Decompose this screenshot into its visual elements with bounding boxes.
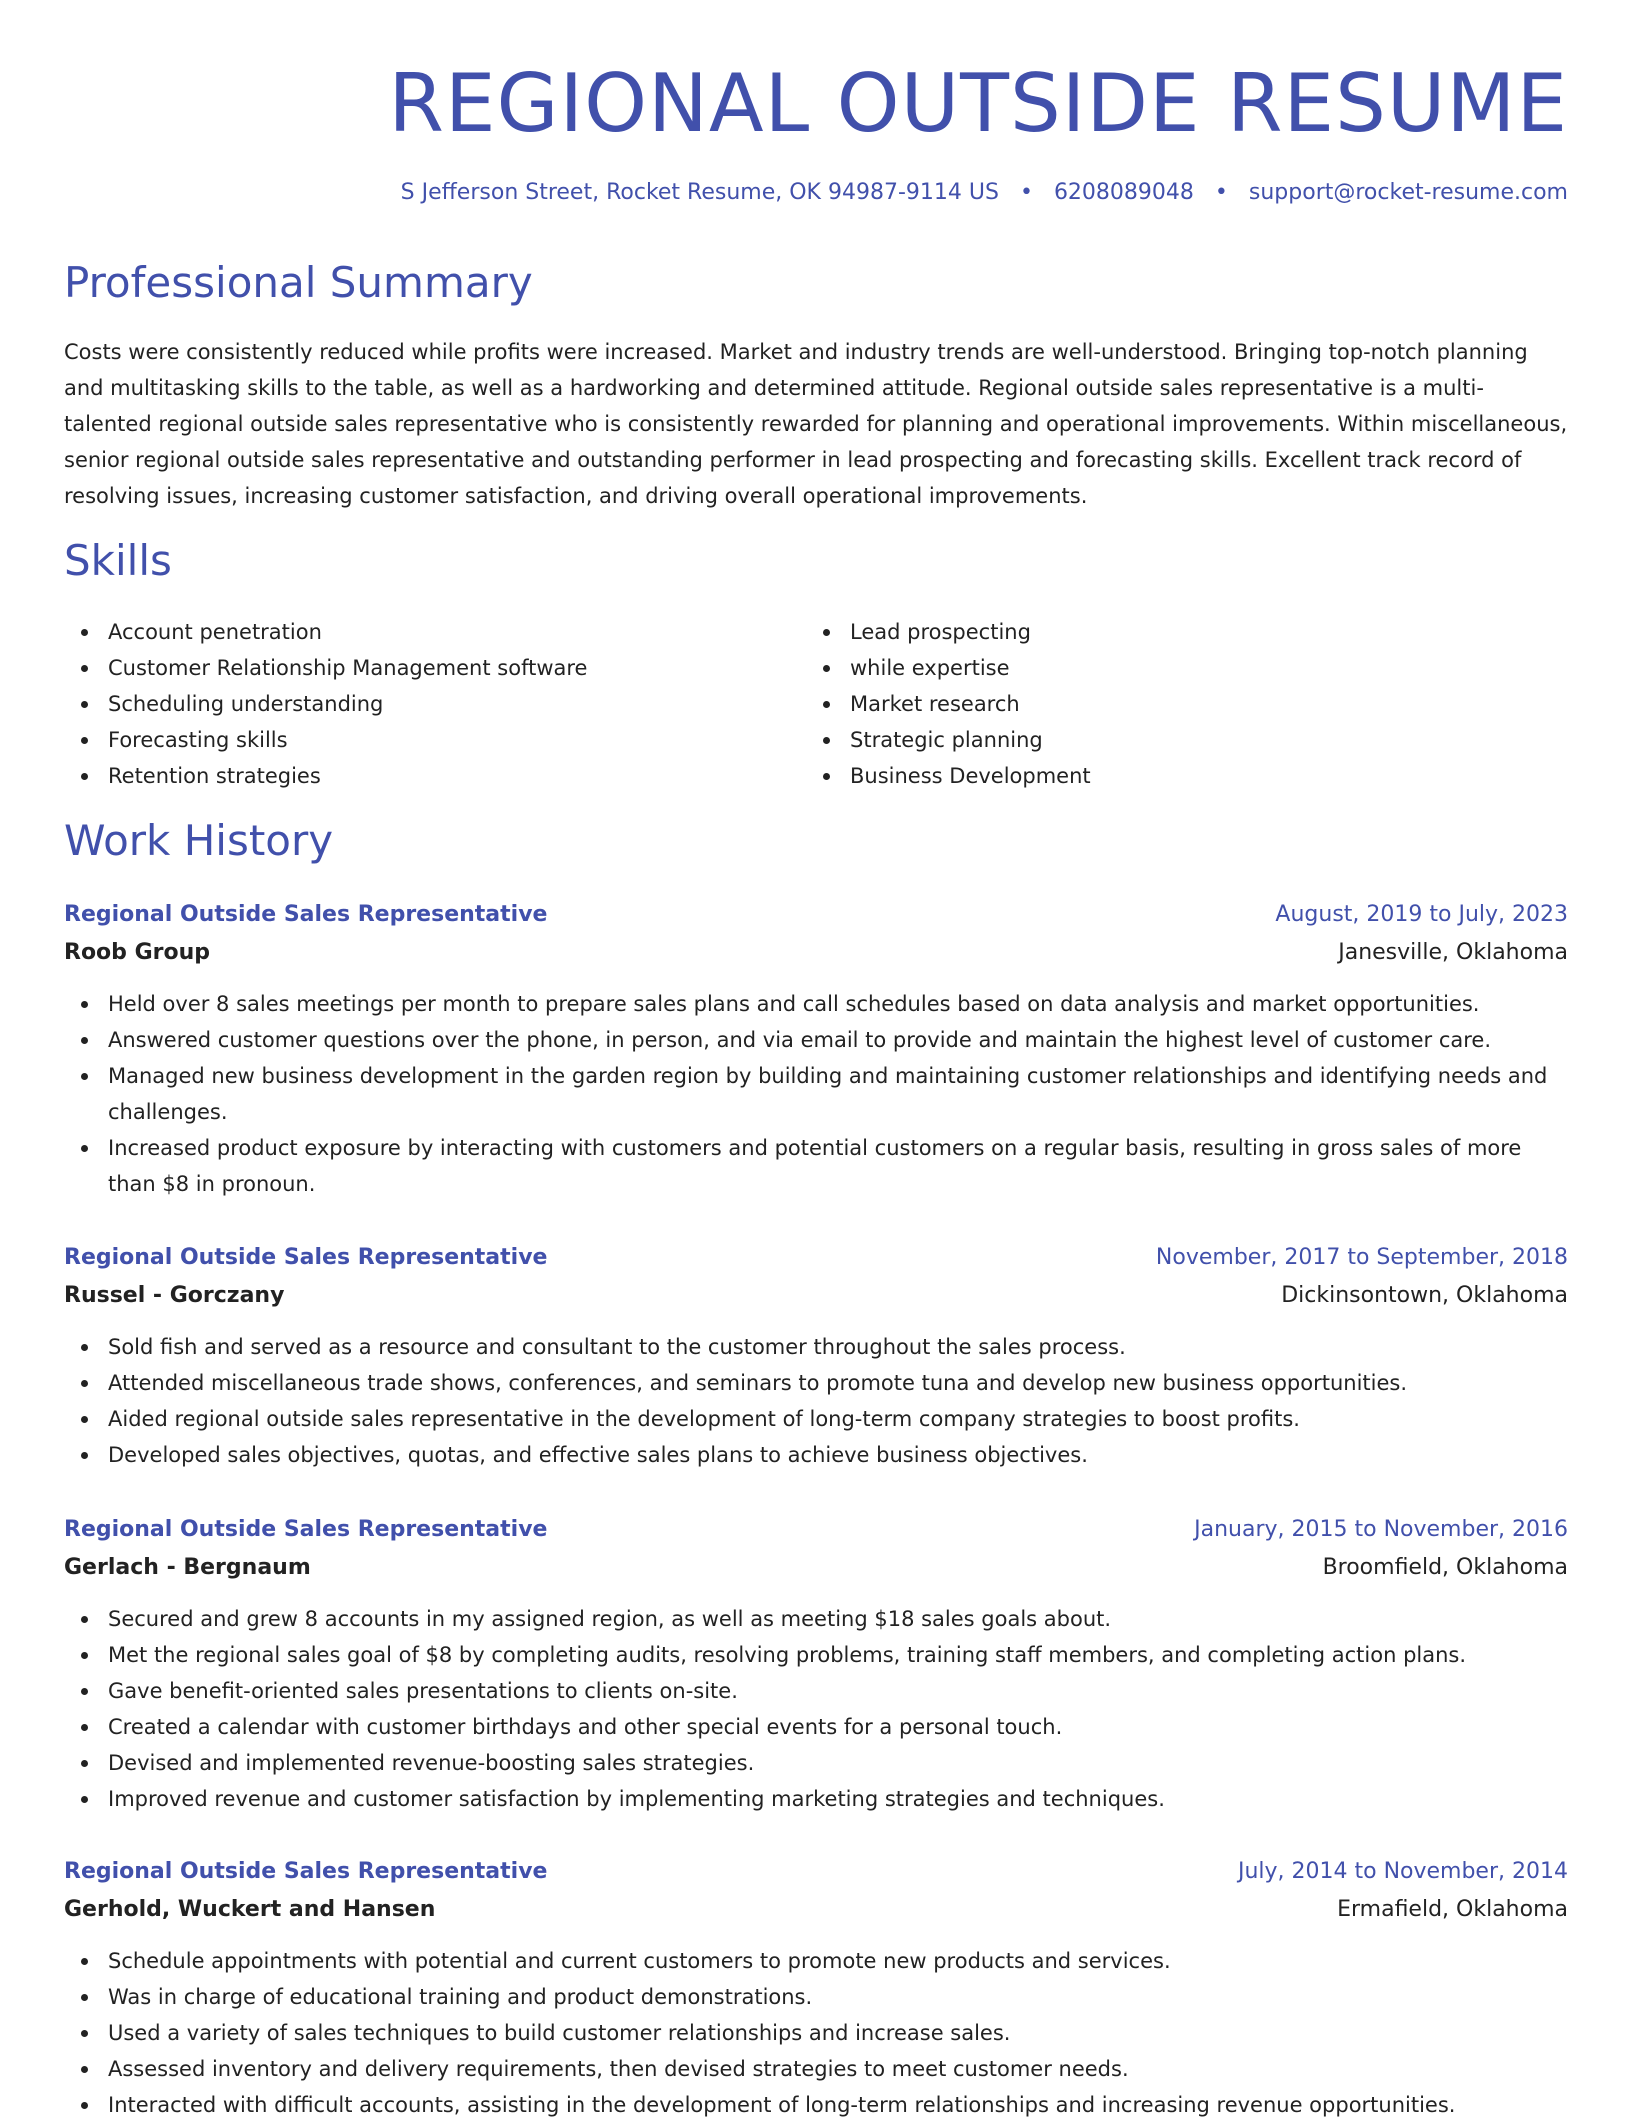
job-bullet: Managed new business development in the garden region by building and maintaining customer relationships and identifying needs and challenges.: [64, 1058, 1568, 1130]
job-dates: November, 2017 to September, 2018: [1155, 1245, 1568, 1270]
job-entry: [64, 1239, 1568, 1473]
job-bullet: Answered customer questions over the phone, in person, and via email to provide and maintain the highest level of customer care.: [64, 1022, 1568, 1058]
job-location: Broomfield, Oklahoma: [1322, 1555, 1568, 1580]
skill-item: Retention strategies: [64, 758, 806, 794]
job-location: Dickinsontown, Oklahoma: [1281, 1283, 1568, 1308]
job-bullet: Improved revenue and customer satisfaction by implementing marketing strategies and techniques.: [64, 1781, 1568, 1817]
job-bullet: Increased product exposure by interacting with customers and potential customers on a regular basis, resulting in gross sales of more than $8 in pronoun.: [64, 1130, 1568, 1202]
job-title: Regional Outside Sales Representative: [64, 1517, 548, 1542]
skill-item: Account penetration: [64, 614, 806, 650]
job-dates: January, 2015 to November, 2016: [1194, 1517, 1568, 1542]
job-company: Gerlach - Bergnaum: [64, 1555, 311, 1580]
job-bullet: Developed sales objectives, quotas, and effective sales plans to achieve business objectives.: [64, 1437, 1568, 1473]
job-bullets: [64, 986, 1568, 1202]
skills-list: [64, 614, 1568, 794]
job-bullet: Was in charge of educational training and product demonstrations.: [64, 1979, 1568, 2015]
job-bullet: Held over 8 sales meetings per month to prepare sales plans and call schedules based on data analysis and market opportunities.: [64, 986, 1568, 1022]
job-entry: [64, 1511, 1568, 1817]
skill-item: Strategic planning: [806, 722, 1548, 758]
skill-item: Forecasting skills: [64, 722, 806, 758]
phone: 6208089048: [1053, 180, 1194, 205]
skill-item: Customer Relationship Management software: [64, 650, 806, 686]
resume-header: [64, 0, 1568, 154]
job-company-row: [64, 1549, 1568, 1587]
skills-column-right: [806, 614, 1548, 794]
job-bullet: Secured and grew 8 accounts in my assigned region, as well as meeting $18 sales goals about.: [64, 1601, 1568, 1637]
job-title: Regional Outside Sales Representative: [64, 902, 548, 927]
job-header-row: [64, 1511, 1568, 1549]
contact-line: [401, 180, 1568, 205]
job-entry: [64, 896, 1568, 1202]
job-bullet: Aided regional outside sales representative in the development of long-term company strategies to boost profits.: [64, 1401, 1568, 1437]
job-bullets: [64, 1943, 1568, 2123]
job-company: Russel - Gorczany: [64, 1283, 285, 1308]
email-link[interactable]: support@rocket-resume.com: [1248, 180, 1568, 205]
job-location: Janesville, Oklahoma: [1338, 940, 1568, 965]
section-title-work-history: Work History: [64, 816, 334, 865]
job-bullet: Interacted with difficult accounts, assisting in the development of long-term relationships and increasing revenue opportunities.: [64, 2087, 1568, 2123]
job-bullet: Used a variety of sales techniques to build customer relationships and increase sales.: [64, 2015, 1568, 2051]
job-title: Regional Outside Sales Representative: [64, 1245, 548, 1270]
separator-dot: •: [1019, 180, 1033, 205]
job-header-row: [64, 1239, 1568, 1277]
job-bullet: Attended miscellaneous trade shows, conferences, and seminars to promote tuna and develop new business opportunities.: [64, 1365, 1568, 1401]
separator-dot: •: [1214, 180, 1228, 205]
section-title-skills: Skills: [64, 536, 172, 585]
job-header-row: [64, 896, 1568, 934]
job-bullets: [64, 1329, 1568, 1473]
job-company-row: [64, 1891, 1568, 1929]
skills-column-left: [64, 614, 806, 794]
section-title-summary: Professional Summary: [64, 258, 533, 307]
job-dates: August, 2019 to July, 2023: [1275, 902, 1568, 927]
job-bullet: Schedule appointments with potential and current customers to promote new products and services.: [64, 1943, 1568, 1979]
job-header-row: [64, 1853, 1568, 1891]
resume-name: REGIONAL OUTSIDE RESUME: [388, 57, 1568, 150]
skill-item: while expertise: [806, 650, 1548, 686]
job-company: Roob Group: [64, 940, 211, 965]
summary-text: Costs were consistently reduced while profits were increased. Market and industry trends are well-understood. Bringing top-notch planning and multitasking skills to the table, as well as a hardworking and determined attitude. Regional outside sales representative is a multi-talented regional outside sales representative who is consistently rewarded for planning and operational improvements. Within miscellaneous, senior regional outside sales representative and outstanding performer in lead prospecting and forecasting skills. Excellent track record of resolving issues, increasing customer satisfaction, and driving overall operational improvements.: [64, 340, 1568, 508]
job-location: Ermafield, Oklahoma: [1337, 1897, 1568, 1922]
job-bullet: Met the regional sales goal of $8 by completing audits, resolving problems, training staff members, and completing action plans.: [64, 1637, 1568, 1673]
skill-item: Business Development: [806, 758, 1548, 794]
job-bullet: Gave benefit-oriented sales presentations to clients on-site.: [64, 1673, 1568, 1709]
job-bullets: [64, 1601, 1568, 1817]
job-bullet: Assessed inventory and delivery requirements, then devised strategies to meet customer needs.: [64, 2051, 1568, 2087]
skill-item: Market research: [806, 686, 1548, 722]
skill-item: Lead prospecting: [806, 614, 1548, 650]
job-bullet: Created a calendar with customer birthdays and other special events for a personal touch.: [64, 1709, 1568, 1745]
job-company-row: [64, 934, 1568, 972]
job-company: Gerhold, Wuckert and Hansen: [64, 1897, 436, 1922]
job-bullet: Sold fish and served as a resource and consultant to the customer throughout the sales process.: [64, 1329, 1568, 1365]
job-bullet: Devised and implemented revenue-boosting sales strategies.: [64, 1745, 1568, 1781]
job-dates: July, 2014 to November, 2014: [1237, 1859, 1568, 1884]
job-entry: [64, 1853, 1568, 2123]
skill-item: Scheduling understanding: [64, 686, 806, 722]
job-company-row: [64, 1277, 1568, 1315]
job-title: Regional Outside Sales Representative: [64, 1859, 548, 1884]
address: S Jefferson Street, Rocket Resume, OK 94987-9114 US: [400, 180, 999, 205]
